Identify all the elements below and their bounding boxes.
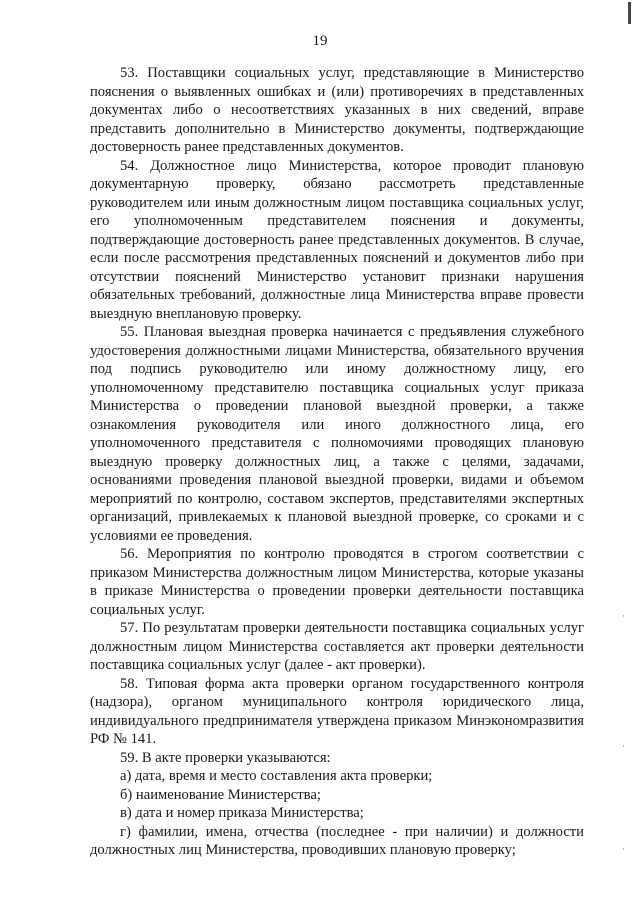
scan-mark: · (622, 844, 625, 854)
list-item-g: г) фамилии, имена, отчества (последнее - при наличии) и должности должностных лиц Министерства, проводивших плановую проверку; (90, 823, 584, 858)
scan-mark: · (622, 611, 625, 621)
list-item-v: в) дата и номер приказа Министерства; (120, 805, 364, 821)
list-item-b: б) наименование Министерства; (120, 786, 321, 803)
paragraph-58: 58. Типовая форма акта проверки органом государственного контроля (надзора), органом муниципального контроля юридического лица, индивидуального предпринимателя утверждена приказом Минэкономразвития РФ № 141. (90, 675, 584, 747)
list-item-a: а) дата, время и место составления акта проверки; (120, 768, 433, 784)
paragraph-55: 55. Плановая выездная проверка начинается с предъявления служебного удостоверения должностными лицами Министерства, обязательного вручения под подпись руководителю или иному должностному лицу, его уполномоченному представителю поставщика социальных услуг приказа Министерства о проведении плановой выездной проверки, а также ознакомления руководителя или иного должностного лица, его уполномоченного представителя с полномочиями проводящих плановую выездную проверку должностных лиц, а также с целями, задачами, основаниями проведения плановой выездной проверки, видами и объемом мероприятий по контролю, составом экспертов, представителями экспертных организаций, привлекаемых к плановой выездной проверке, со сроками и с условиями ее проведения. (90, 324, 584, 544)
paragraph-53: 53. Поставщики социальных услуг, представляющие в Министерство пояснения о выявленных ошибках и (или) противоречиях в представленных документах либо о несоответствиях указанных в них сведений, вправе представить дополнительно в Министерство документы, подтверждающие достоверность ранее представленных документов. (90, 65, 584, 155)
page-number: 19 (312, 33, 328, 49)
paragraph-54: 54. Должностное лицо Министерства, которое проводит плановую документарную проверку, обязано рассмотреть представленные руководителем или иным должностным лицом поставщика социальных услуг, его уполномоченным представителем пояснения и документы, подтверждающие достоверность ранее представленных документов. В случае, если после рассмотрения представленных пояснений и документов либо при отсутствии пояснений Министерство установит признаки нарушения обязательных требований, должностные лица Министерства вправе провести выездную внеплановую проверку. (90, 157, 584, 322)
scan-mark (628, 2, 631, 24)
scan-mark: · (622, 741, 625, 751)
paragraph-59: 59. В акте проверки указываются: (120, 749, 331, 766)
document-body (90, 64, 584, 860)
paragraph-56: 56. Мероприятия по контролю проводятся в строгом соответствии с приказом Министерства должностным лицом Министерства, которые указаны в приказе Министерства о проведении проверки деятельности поставщика социальных услуг. (90, 546, 584, 618)
paragraph-57: 57. По результатам проверки деятельности поставщика социальных услуг должностным лицом Министерства составляется акт проверки деятельности поставщика социальных услуг (далее - акт проверки). (90, 620, 584, 673)
